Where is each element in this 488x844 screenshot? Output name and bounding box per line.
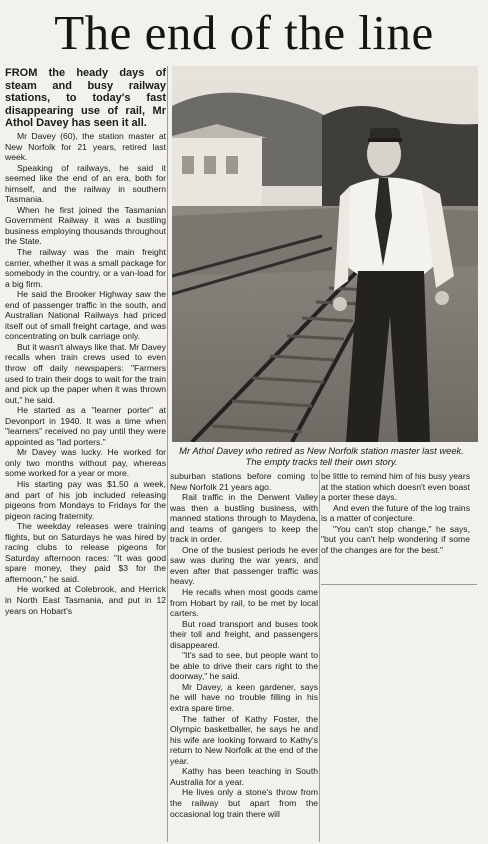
article-paragraph: Mr Davey (60), the station master at New Norfolk for 21 years, retired last week. (5, 130, 166, 163)
article-column-3 (321, 471, 470, 555)
article-column-2 (170, 471, 318, 819)
article-paragraph: Mr Davey was lucky. He worked for only two months without pay, whereas some worked for a year or more. (5, 447, 166, 479)
article-paragraph: Speaking of railways, he said it seemed like the end of an era, both for himself, and the railway in southern Tasmania. (5, 162, 166, 205)
article-paragraph: Kathy has been teaching in South Australia for a year. (170, 766, 318, 787)
lead-paragraph: FROM the heady days of steam and busy railway stations, to today's fast disappearing use of rail, Mr Athol Davey has seen it all. (5, 67, 166, 130)
article-paragraph: Rail traffic in the Derwent Valley was then a bustling business, with manned stations through to Maydena, and teams of gangers to keep the track in order. (170, 492, 318, 545)
photo-caption: Mr Athol Davey who retired as New Norfolk station master last week. The empty tracks tell their own story. (179, 445, 464, 468)
article-paragraph: Mr Davey, a keen gardener, says he will have no trouble filling in his extra spare time. (170, 681, 318, 714)
article-paragraph: He said the Brooker Highway saw the end of passenger traffic in the south, and Australian National Railways had priced itself out of small freight cartage, and was concentrating on bulk carriage only. (5, 289, 166, 342)
station-master-photo (172, 66, 478, 442)
article-paragraph: "It's sad to see, but people want to be able to drive their cars right to the doorway," he said. (170, 650, 318, 682)
article-paragraph: The weekday releases were training flights, but on Saturdays he was hired by racing clubs to release pigeons for Saturday afternoon races: "It was good spare money, they paid $3 for the afternoon," he said. (5, 521, 166, 584)
article-paragraph: But it wasn't always like that. Mr Davey recalls when train crews used to even throw off daily newspapers: "Farmers used to train their dogs to wait for the train and pick up the paper when it was thrown out," he said. (5, 341, 166, 405)
column-divider (167, 66, 168, 842)
article-paragraph: He lives only a stone's throw from the railway but apart from the occasional log train there will (170, 787, 318, 819)
article-paragraph: suburban stations before coming to New Norfolk 21 years ago. (170, 471, 318, 492)
article-paragraph: One of the busiest periods he ever saw was during the war years, and even after that passenger traffic was heavy. (170, 544, 318, 587)
article-paragraph: He worked at Colebrook, and Herrick in North East Tasmania, and put in 12 years on Hobart's (5, 584, 166, 616)
article-paragraph: The railway was the main freight carrier, whether it was a small package for somebody in the country, or a van-load for a big firm. (5, 246, 166, 289)
headline: The end of the line (54, 5, 434, 60)
article-paragraph: His starting pay was $1.50 a week, and part of his job included releasing pigeons from Mondays to Fridays for the pigeon racing fraternity. (5, 479, 166, 521)
article-column-1 (5, 67, 166, 616)
article-paragraph: He started as a "learner porter" at Devonport in 1940. It was a time when "learners" received no pay until they were appointed as "lad porters." (5, 405, 166, 447)
article-paragraph: But road transport and buses took their toll and freight, and passengers disappeared. (170, 618, 318, 650)
column-divider (319, 470, 320, 842)
article-paragraph: He recalls when most goods came from Hobart by rail, to be met by local carters. (170, 587, 318, 619)
section-divider (321, 584, 477, 585)
article-paragraph: When he first joined the Tasmanian Government Railway it was a bustling business employing thousands throughout the State. (5, 204, 167, 247)
article-paragraph: "You can't stop change," he says, "but you can't help wondering if some of the changes are for the best." (321, 523, 470, 555)
article-paragraph: And even the future of the log trains is a matter of conjecture. (321, 502, 470, 524)
article-paragraph: be little to remind him of his busy years at the station which doesn't even boast a porter these days. (321, 471, 470, 503)
article-paragraph: The father of Kathy Foster, the Olympic basketballer, he says he and his wife are looking forward to Kathy's return to New Norfolk at the end of the year. (170, 713, 318, 766)
